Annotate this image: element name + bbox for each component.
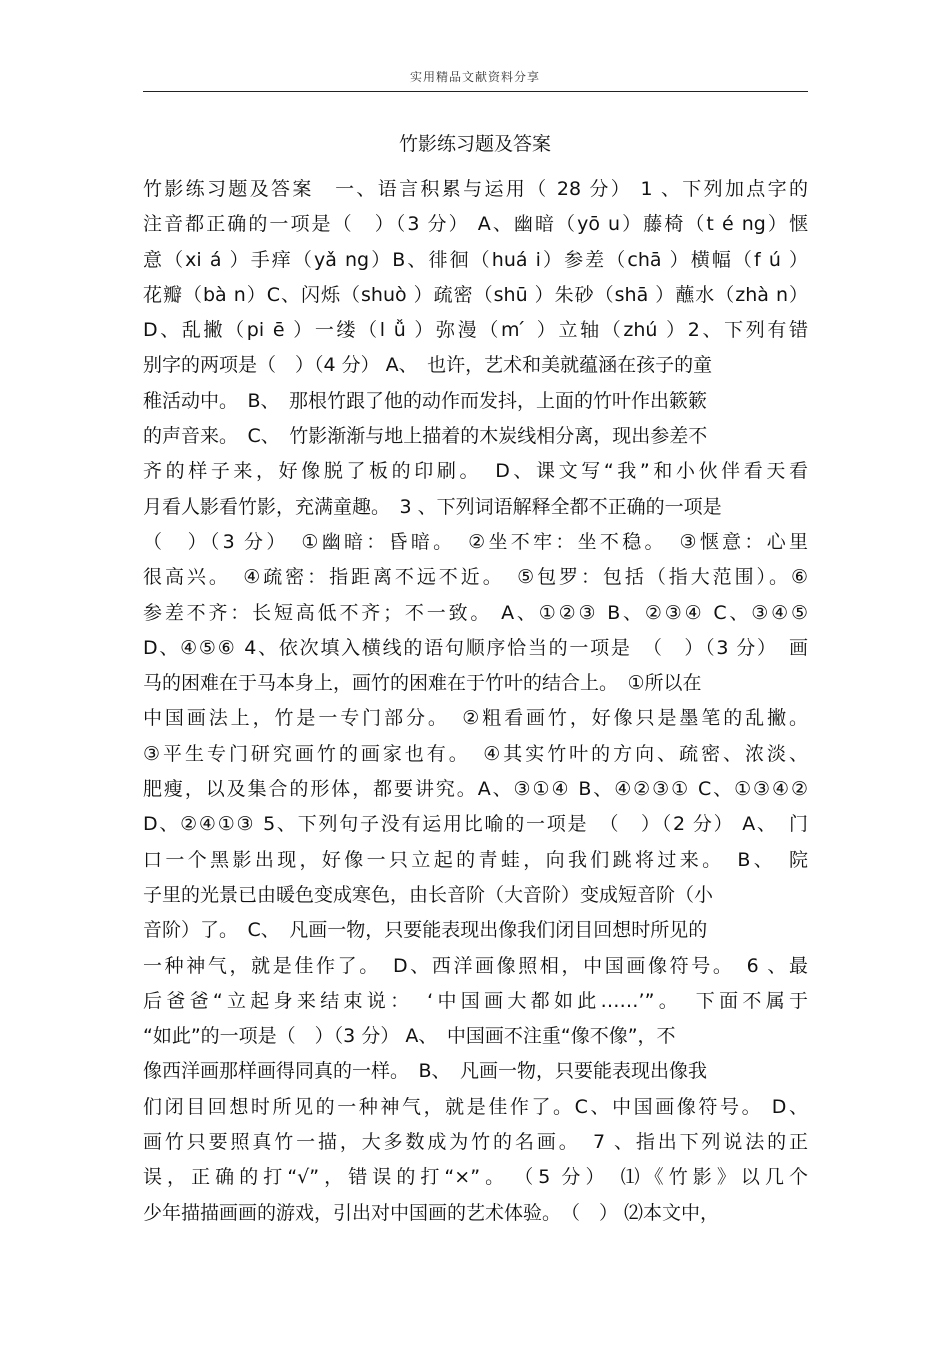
body-line: D、乱撇（pi ē ）一缕（l ǚ ）弥漫（m ́ ）立轴（zhú ）2、下列有错 — [143, 319, 808, 342]
body-line: 意（xi á ）手痒（yǎ ng）B、徘徊（huá i）参差（chā ）横幅（f ú ） — [143, 248, 808, 271]
body-line: 音阶）了。 C、 凡画一物，只要能表现出像我们闭目回想时所见的 — [143, 919, 708, 942]
body-line: “如此”的一项是（ ）（3 分） A、 中国画不注重“像不像”，不 — [143, 1025, 676, 1048]
body-line: （ ）（3 分） ①幽暗：昏暗。 ②坐不牢：坐不稳。 ③惬意：心里 — [143, 530, 808, 553]
body-line: 花瓣（bà n）C、闪烁（shuò ）疏密（shū ）朱砂（shā ）蘸水（zhà n） — [143, 283, 808, 306]
body-line: 竹影练习题及答案 一、语言积累与运用（ 28 分） 1 、下列加点字的 — [143, 178, 808, 200]
body-line: D、④⑤⑥ 4、依次填入横线的语句顺序恰当的一项是 （ ）（3 分） 画 — [143, 636, 808, 659]
body-line: 一种神气，就是佳作了。 D、西洋画像照相，中国画像符号。 6 、最 — [143, 954, 808, 977]
body-line: 很高兴。 ④疏密：指距离不远不近。 ⑤包罗：包括（指大范围）。⑥ — [143, 566, 808, 589]
body-line: 参差不齐：长短高低不齐；不一致。 A、①②③ B、②③④ C、③④⑤ — [143, 601, 808, 624]
running-header: 实用精品文献资料分享 — [409, 70, 540, 84]
body-line: 误，正确的打“√”，错误的打“×”。 （5 分） ⑴《竹影》以几个 — [143, 1166, 808, 1189]
document-body — [143, 172, 808, 1231]
header-divider — [143, 91, 808, 92]
body-line: 注音都正确的一项是（ ）（3 分） A、幽暗（yō u）藤椅（t é ng）惬 — [143, 213, 808, 236]
body-line: 月看人影看竹影，充满童趣。 3 、下列词语解释全都不正确的一项是 — [143, 495, 722, 518]
body-line: 子里的光景已由暖色变成寒色，由长音阶（大音阶）变成短音阶（小 — [143, 883, 714, 906]
body-line: 像西洋画那样画得同真的一样。 B、 凡画一物，只要能表现出像我 — [143, 1060, 708, 1083]
body-line: 稚活动中。 B、 那根竹跟了他的动作而发抖，上面的竹叶作出簌簌 — [143, 389, 708, 412]
body-line: ③平生专门研究画竹的画家也有。 ④其实竹叶的方向、疏密、浓淡、 — [143, 742, 808, 765]
body-line: 们闭目回想时所见的一种神气，就是佳作了。C、中国画像符号。 D、 — [143, 1095, 808, 1118]
body-line: 马的困难在于马本身上，画竹的困难在于竹叶的结合上。 ①所以在 — [143, 672, 702, 695]
body-line: D、②④①③ 5、下列句子没有运用比喻的一项是 （ ）（2 分） A、 门 — [143, 813, 808, 836]
body-line: 肥瘦，以及集合的形体，都要讲究。A、③①④ B、④②③① C、①③④② — [143, 778, 808, 801]
body-line: 口一个黑影出现，好像一只立起的青蛙，向我们跳将过来。 B、 院 — [143, 848, 808, 871]
body-line: 的声音来。 C、 竹影渐渐与地上描着的木炭线相分离，现出参差不 — [143, 425, 708, 448]
body-line: 别字的两项是（ ）（4 分） A、 也许，艺术和美就蕴涵在孩子的童 — [143, 354, 713, 377]
body-line: 画竹只要照真竹一描，大多数成为竹的名画。 7 、指出下列说法的正 — [143, 1131, 808, 1154]
document-title: 竹影练习题及答案 — [398, 133, 551, 155]
body-line: 少年描描画画的游戏，引出对中国画的艺术体验。 （ ） ⑵本文中， — [143, 1201, 720, 1224]
body-line: 齐的样子来，好像脱了板的印刷。 D、课文写“我”和小伙伴看天看 — [143, 460, 808, 483]
body-line: 后爸爸“立起身来结束说： ‘中国画大都如此……’”。 下面不属于 — [143, 989, 808, 1012]
body-line: 中国画法上，竹是一专门部分。 ②粗看画竹，好像只是墨笔的乱撇。 — [143, 707, 808, 730]
